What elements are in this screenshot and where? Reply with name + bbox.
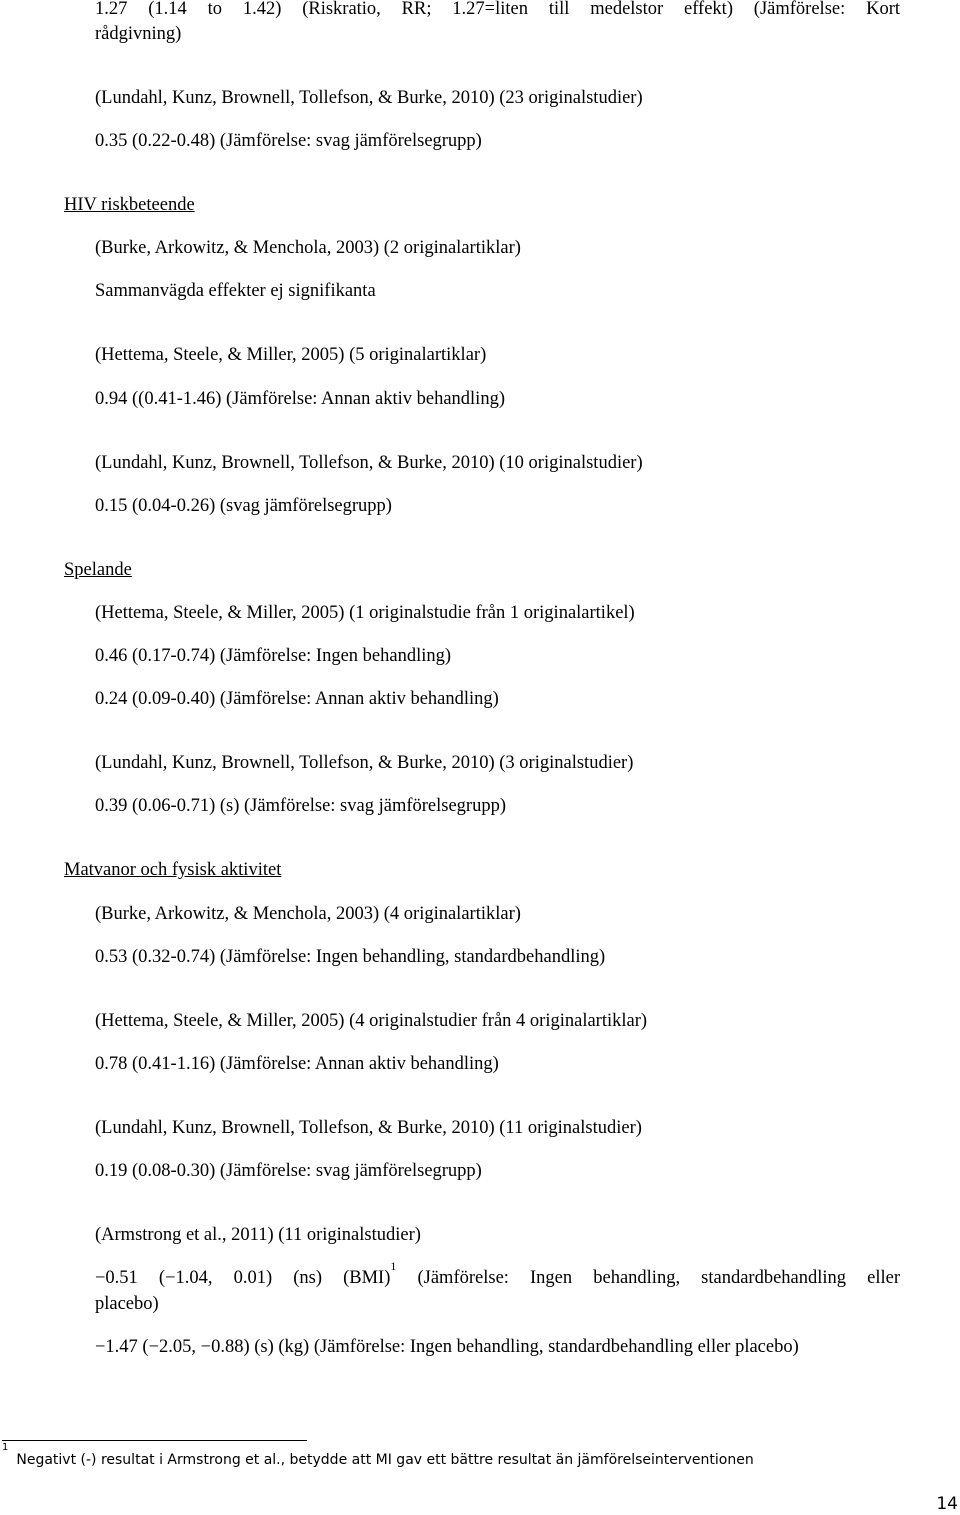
section-heading-matvanor: Matvanor och fysisk aktivitet bbox=[64, 860, 282, 880]
effect-size-line: 0.46 (0.17-0.74) (Jämförelse: Ingen behandling) bbox=[95, 646, 452, 666]
effect-size-line: 0.78 (0.41-1.16) (Jämförelse: Annan aktiv behandling) bbox=[95, 1054, 499, 1074]
effect-size-line: 0.94 ((0.41-1.46) (Jämförelse: Annan aktiv behandling) bbox=[95, 389, 505, 409]
footnote-separator bbox=[2, 1440, 307, 1441]
footnote bbox=[2, 1442, 754, 1470]
citation-lundahl-3: (Lundahl, Kunz, Brownell, Tollefson, & Burke, 2010) (3 originalstudier) bbox=[95, 753, 634, 773]
citation-hettema-1: (Hettema, Steele, & Miller, 2005) (5 originalartiklar) bbox=[95, 345, 487, 365]
effect-size-bmi-text: −0.51 (−1.04, 0.01) (ns) (BMI) bbox=[95, 1268, 391, 1288]
effect-size-line-kg: −1.47 (−2.05, −0.88) (s) (kg) (Jämförelse: Ingen behandling, standardbehandling eller placebo) bbox=[95, 1337, 799, 1357]
citation-lundahl-1: (Lundahl, Kunz, Brownell, Tollefson, & Burke, 2010) (23 originalstudier) bbox=[95, 88, 643, 108]
footnote-marker: 1 bbox=[2, 1442, 9, 1454]
result-line: Sammanvägda effekter ej signifikanta bbox=[95, 281, 376, 301]
effect-size-line-bmi-cont: placebo) bbox=[95, 1294, 159, 1314]
effect-size-line: 0.19 (0.08-0.30) (Jämförelse: svag jämförelsegrupp) bbox=[95, 1161, 482, 1181]
section-heading-hiv: HIV riskbeteende bbox=[64, 195, 195, 215]
citation-hettema-2: (Hettema, Steele, & Miller, 2005) (1 originalstudie från 1 originalartikel) bbox=[95, 603, 635, 623]
effect-size-line-bmi bbox=[95, 1258, 901, 1290]
section-heading-spelande: Spelande bbox=[64, 560, 132, 580]
effect-size-line: 0.24 (0.09-0.40) (Jämförelse: Annan aktiv behandling) bbox=[95, 689, 499, 709]
footnote-reference[interactable]: 1 bbox=[390, 1258, 397, 1273]
effect-size-bmi-comparison: (Jämförelse: Ingen behandling, standardbehandling eller bbox=[396, 1268, 901, 1288]
citation-burke-2: (Burke, Arkowitz, & Menchola, 2003) (4 originalartiklar) bbox=[95, 904, 521, 924]
citation-hettema-3: (Hettema, Steele, & Miller, 2005) (4 originalstudier från 4 originalartiklar) bbox=[95, 1011, 648, 1031]
effect-size-line: 0.15 (0.04-0.26) (svag jämförelsegrupp) bbox=[95, 496, 392, 516]
text-line-2: rådgivning) bbox=[95, 24, 182, 44]
effect-size-line: 0.35 (0.22-0.48) (Jämförelse: svag jämförelsegrupp) bbox=[95, 131, 482, 151]
effect-size-line: 0.53 (0.32-0.74) (Jämförelse: Ingen behandling, standardbehandling) bbox=[95, 947, 606, 967]
effect-size-line: 0.39 (0.06-0.71) (s) (Jämförelse: svag jämförelsegrupp) bbox=[95, 796, 506, 816]
page-number: 14 bbox=[936, 1494, 958, 1514]
footnote-text: Negativt (-) resultat i Armstrong et al., betydde att MI gav ett bättre resultat än jämförelseinterventionen bbox=[16, 1452, 754, 1468]
citation-burke-1: (Burke, Arkowitz, & Menchola, 2003) (2 originalartiklar) bbox=[95, 238, 521, 258]
citation-lundahl-2: (Lundahl, Kunz, Brownell, Tollefson, & Burke, 2010) (10 originalstudier) bbox=[95, 453, 643, 473]
citation-lundahl-4: (Lundahl, Kunz, Brownell, Tollefson, & Burke, 2010) (11 originalstudier) bbox=[95, 1118, 642, 1138]
citation-armstrong: (Armstrong et al., 2011) (11 originalstudier) bbox=[95, 1225, 421, 1245]
text-line-1: 1.27 (1.14 to 1.42) (Riskratio, RR; 1.27=liten till medelstor effekt) (Jämförelse: Kort bbox=[95, 0, 900, 19]
